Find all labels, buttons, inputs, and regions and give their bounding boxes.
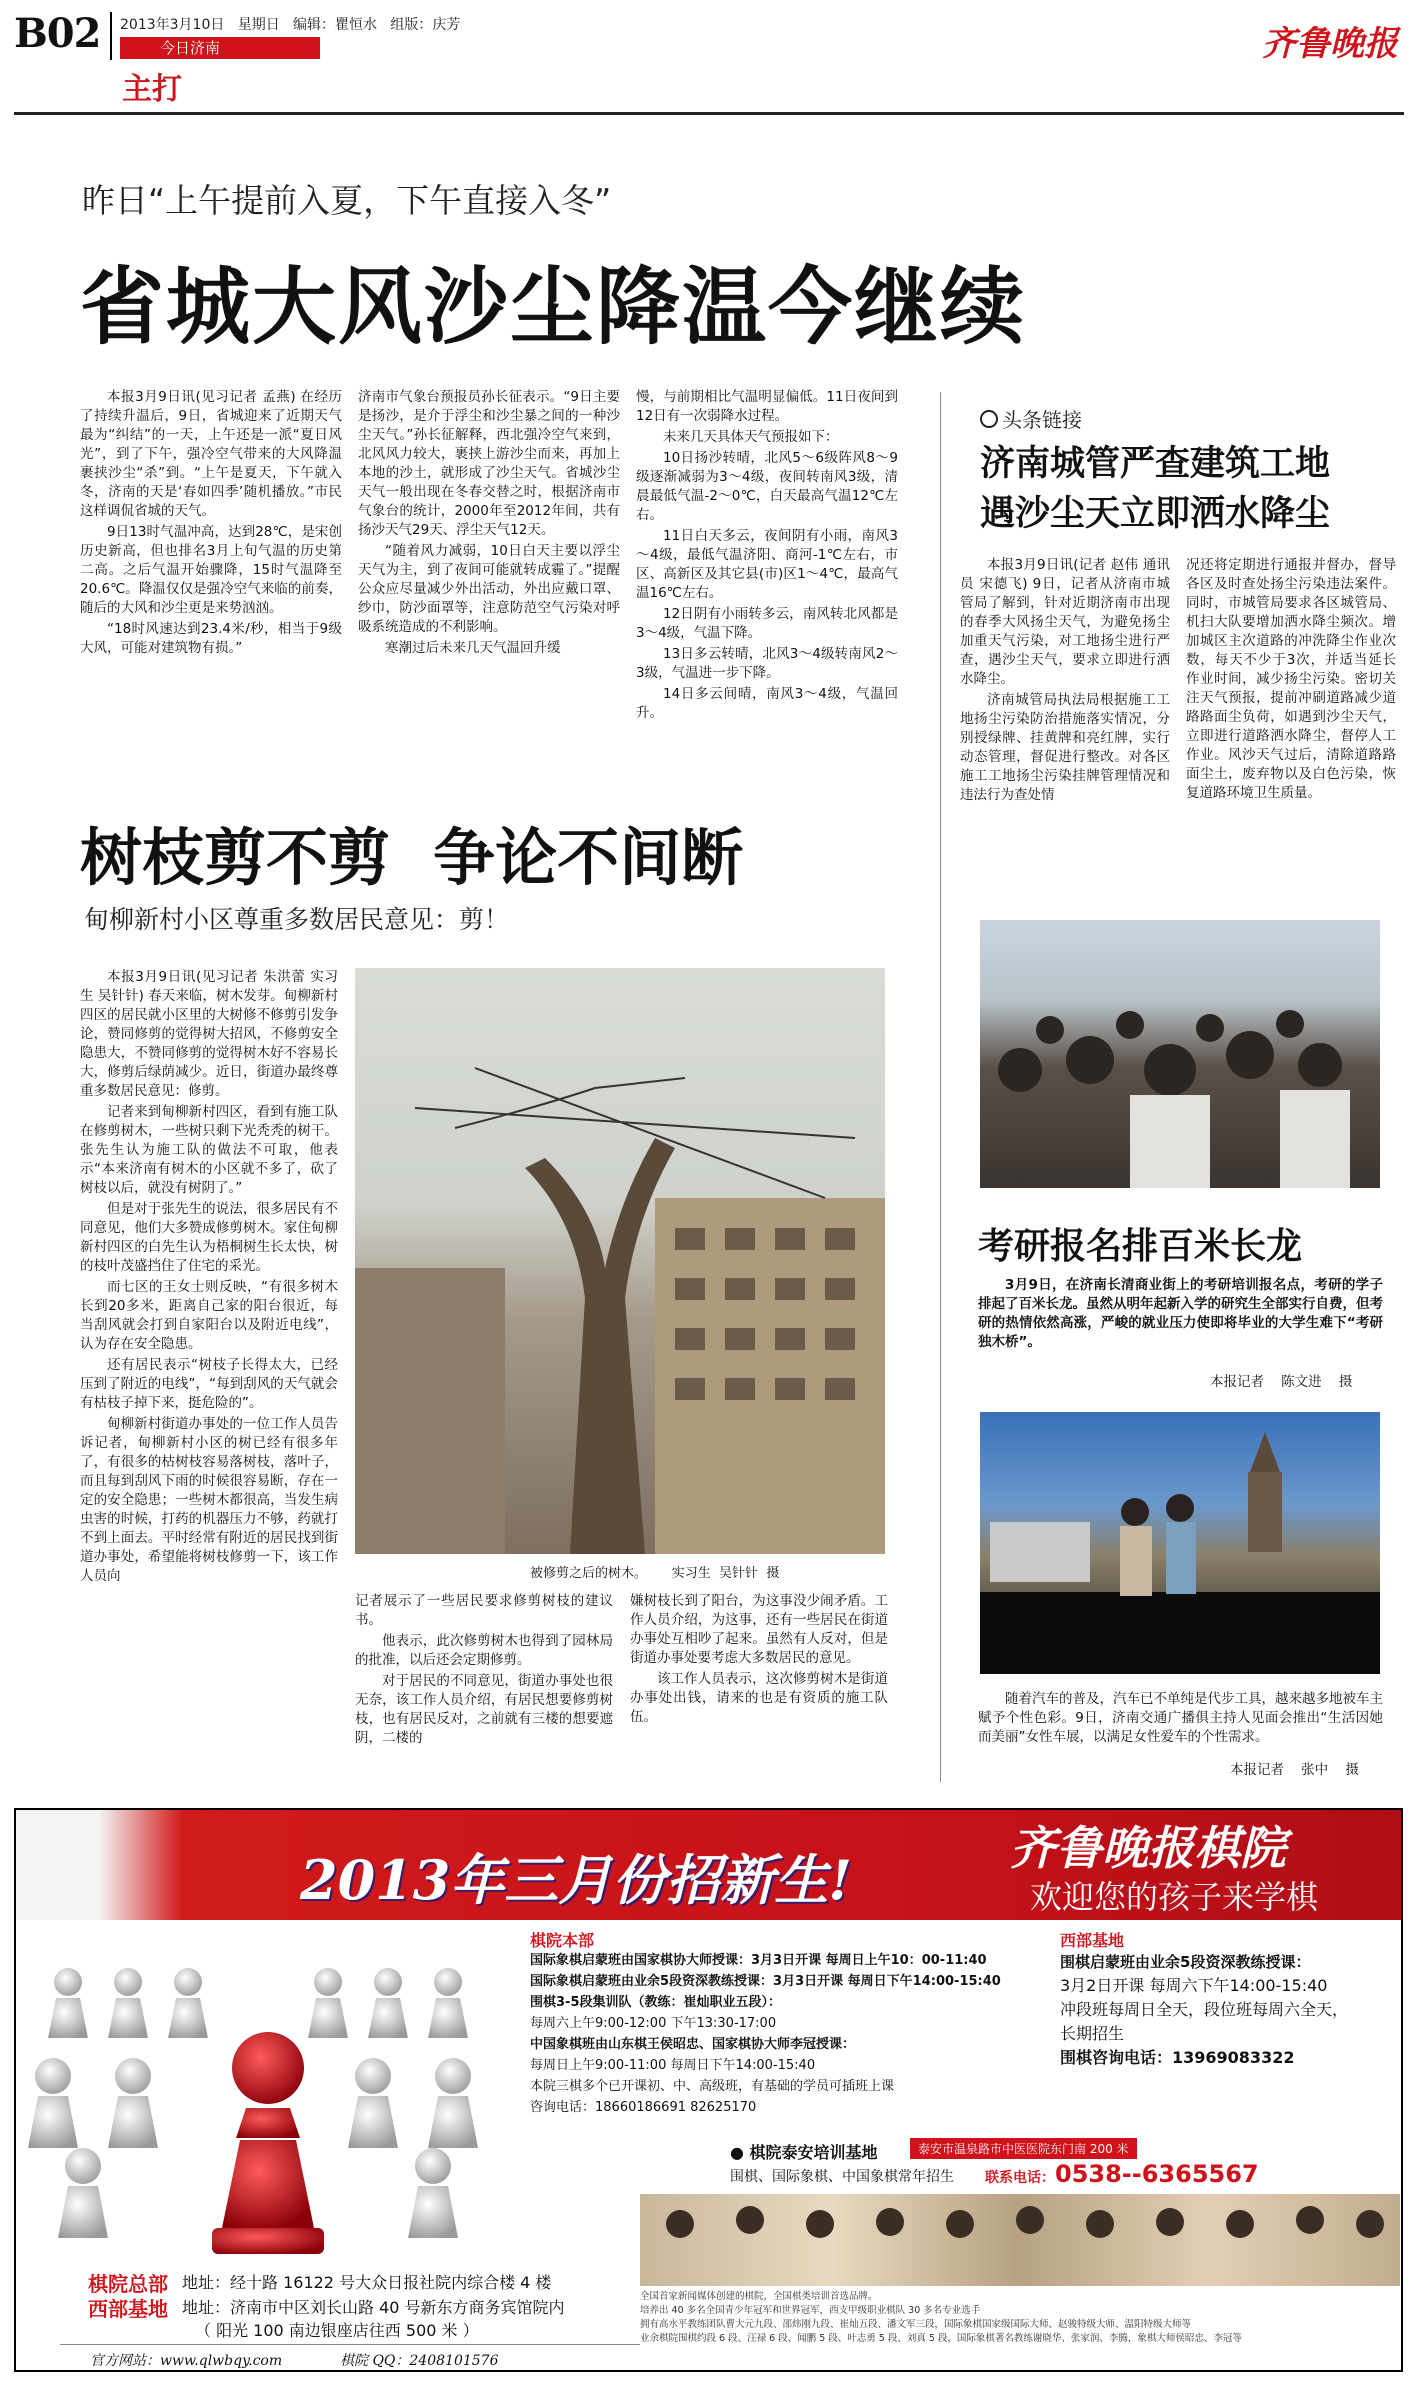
ad-hq-title: 棋院本部 — [530, 1931, 595, 1950]
ad-bottom-note: 培养出 40 多名全国青少年冠军和世界冠军，西支甲级职业棋队 30 多名专业选手 — [640, 2305, 981, 2316]
ad-bottom-note: 全国首家新闻媒体创建的棋院，全国棋类培训首选品牌。 — [640, 2291, 878, 2302]
sidebar-tag — [980, 404, 1082, 433]
ad-qq: 棋院 QQ：2408101576 — [340, 2353, 499, 2369]
ad-west-lines — [1060, 1950, 1395, 2070]
ad-west-line: 围棋启蒙班由业余5段资深教练授课： — [1060, 1953, 1311, 1971]
ad-bottom-note: 业余棋院围棋约段 6 段、汪禄 6 段、闻鹏 5 段、叶志勇 5 段、刘真 5 段，国际象棋著名教练谢晓华、张家润、李腾，象棋大师侯昭忠、李冠等 — [640, 2333, 1242, 2344]
story2-paragraph: 该工作人员表示，这次修剪树木是街道办事处出钱，请来的也是有资质的施工队伍。 — [630, 1671, 888, 1725]
story2-paragraph: 嫌树枝长到了阳台，为这事没少闹矛盾。工作人员介绍，为这事，还有一些居民在街道办事处互相吵了起来。虽然有人反对，但是街道办事处要考虑大多数居民的意见。 — [630, 1593, 888, 1666]
story1-paragraph: 11日白天多云，夜间阴有小雨，南风3～4级，最低气温济阳、商河-1℃左右，市区、高新区及其它县(市)区1～4℃，最高气温16℃左右。 — [636, 528, 898, 601]
ad-people-photo — [640, 2194, 1400, 2286]
ad-addr-hq: 地址：经十路 16122 号大众日报社院内综合楼 4 楼 — [182, 2273, 552, 2292]
ad-hq-line: 咨询电话：18660186691 82625170 — [530, 2100, 757, 2115]
photo1-caption: 3月9日，在济南长清商业街上的考研培训报名点，考研的学子排起了百米长龙。虽然从明年起新入学的研究生全部实行自费，但考研的热情依然高涨，严峻的就业压力使即将毕业的大学生难下“考研独木桥”。 — [978, 1277, 1383, 1350]
ad-addr-west-note: （ 阳光 100 南边银座店往西 500 米 ） — [195, 2321, 479, 2340]
ad-addr-west-label: 西部基地 — [88, 2297, 168, 2321]
story2-column-3 — [630, 1592, 888, 1778]
section-main-title: 主打 — [122, 72, 182, 107]
sidebar-column-2 — [1186, 556, 1396, 908]
sidebar-headline-line2: 遇沙尘天立即洒水降尘 — [980, 494, 1331, 534]
story2-subhead: 甸柳新村小区尊重多数居民意见：剪！ — [84, 905, 510, 934]
ad-hq-line: 国际象棋启蒙班由国家棋协大师授课：3月3日开课 每周日上午10：00-11:40 — [530, 1953, 987, 1968]
ad-taian-phone-number: 0538--6365567 — [1055, 2160, 1259, 2188]
story1-paragraph: 10日扬沙转晴，北风5～6级阵风8～9级逐渐减弱为3～4级，夜间转南风3级，清晨最低气温-2～0℃，白天最高气温12℃左右。 — [636, 450, 898, 523]
car-show-photo — [980, 1412, 1380, 1674]
sidebar-tag-icon — [980, 410, 998, 428]
story2-paragraph: 本报3月9日讯(见习记者 朱洪蕾 实习生 吴针针) 春天来临，树木发芽。甸柳新村四区的居民就小区里的大树修不修剪引发争论，赞同修剪的觉得树大招风，不修剪安全隐患大，不赞同修剪的觉得树木好不容易长大，修剪后绿荫减少。近日，街道办最终尊重多数居民意见：修剪。 — [80, 969, 338, 1099]
ad-bottom-notes — [640, 2290, 1400, 2346]
story1-paragraph: 12日阴有小雨转多云，南风转北风都是3～4级，气温下降。 — [636, 606, 898, 641]
ad-taian-phone-label: 联系电话： — [985, 2170, 1055, 2186]
sidebar-tag-label: 头条链接 — [1002, 408, 1082, 432]
photo1-headline: 考研报名排百米长龙 — [978, 1226, 1303, 1267]
photo2-caption: 随着汽车的普及，汽车已不单纯是代步工具，越来越多地被车主赋予个性色彩。9日，济南交通广播俱主持人见面会推出“生活因她而美丽”女性车展，以满足女性爱车的个性需求。 — [978, 1691, 1383, 1745]
ad-west-line: 冲段班每周日全天，段位班每周六全天， — [1060, 2000, 1349, 2019]
story2-headline: 树枝剪不剪 争论不间断 — [80, 821, 744, 894]
story1-column-2 — [358, 388, 620, 760]
story1-paragraph: “随着风力减弱，10日白天主要以浮尘天气为主，到了夜间可能就转成霾了。”提醒公众应尽量减少外出活动，外出应戴口罩、纱巾，防沙面罩等，注意防范空气污染对呼吸系统造成的不利影响。 — [358, 543, 620, 635]
queue-photo — [980, 920, 1380, 1188]
story2-paragraph: 而七区的王女士则反映，“有很多树木长到20多米，距离自己家的阳台很近，每当刮风就会打到自家阳台以及附近电线”，认为存在安全隐患。 — [80, 1279, 338, 1352]
sidebar-headline-line1: 济南城管严查建筑工地 — [980, 444, 1331, 484]
story2-paragraph: 甸柳新村街道办事处的一位工作人员告诉记者，甸柳新村小区的树已经有很多年了，有很多的枯树枝容易落树枝，落叶子，而且每到刮风下雨的时候很容易断，存在一定的安全隐患；一些树木都很高，当发生病虫害的时候，打药的机器压力不够，药就打不到上面去。平时经常有附近的居民找到街道办事处，希望能将树枝修剪一下，该工作人员向 — [80, 1416, 338, 1584]
story1-paragraph: 13日多云转晴，北风3～4级转南风2～3级，气温进一步下降。 — [636, 646, 898, 681]
ad-website: 官方网站：www.qlwbqy.com — [90, 2353, 283, 2369]
ad-bottom-note: 拥有高水平教练团队曹大元九段、邵炜刚九段、崔灿五段、潘文军三段，国际象棋国家级国际大师、赵骏特级大师、温阳特级大师等 — [640, 2319, 1192, 2330]
chess-illustration — [18, 1928, 518, 2258]
ad-addr-west: 地址：济南市中区刘长山路 40 号新东方商务宾馆院内 — [182, 2298, 565, 2317]
sidebar-paragraph: 况还将定期进行通报并督办，督导各区及时查处扬尘污染违法案件。同时，市城管局要求各区城管局、机扫大队要增加洒水降尘频次。增加城区主次道路的冲洗降尘作业次数，每天不少于3次，并适当延长作业时间，减少扬尘污染。密切关注天气预报，提前冲刷道路减少道路路面尘负荷，如遇到沙尘天气，立即进行道路洒水降尘，督停人工作业。风沙天气过后，清除道路路面尘土，废弃物以及白色污染，恢复道路环境卫生质量。 — [1186, 557, 1396, 801]
story1-paragraph: “18时风速达到23.4米/秒，相当于9级大风，可能对建筑物有损。” — [80, 621, 342, 656]
ad-banner-brand: 齐鲁晚报棋院 — [1010, 1821, 1286, 1875]
story2-paragraph: 他表示，此次修剪树木也得到了园林局的批准，以后还会定期修剪。 — [355, 1633, 613, 1668]
photo1-credit: 本报记者 陈文进 摄 — [1210, 1374, 1353, 1390]
story1-paragraph: 寒潮过后未来几天气温回升缓 — [385, 640, 561, 656]
tree-illustration — [355, 968, 885, 1554]
date-line: 2013年3月10日 星期日 编辑：瞿恒水 组版：庆芳 — [120, 17, 461, 33]
tree-photo-caption: 被修剪之后的树木。 实习生 吴针针 摄 — [530, 1566, 780, 1581]
ad-hq-line: 国际象棋启蒙班由业余5段资深教练授课：3月3日开课 每周日下午14:00-15:40 — [530, 1974, 1001, 1989]
ad-taian-bullet-icon: ● — [730, 2143, 750, 2162]
ad-taian-phone — [985, 2160, 1259, 2188]
sidebar-paragraph: 济南城管局执法局根据施工工地扬尘污染防治措施落实情况，分别授绿牌、挂黄牌和亮红牌，实行动态管理，督促进行整改。对各区施工工地扬尘污染挂牌管理情况和违法行为查处情 — [960, 692, 1170, 803]
ad-addr-hq-label: 棋院总部 — [88, 2272, 168, 2296]
column-divider — [940, 392, 941, 1782]
story1-paragraph: 9日13时气温冲高，达到28℃，是宋创历史新高，但也排名3月上旬气温的历史第二高。之后气温开始骤降，15时气温降至20.6℃。降温仅仅是强冷空气来临的前奏，随后的大风和沙尘更是来势汹汹。 — [80, 524, 342, 616]
story1-paragraph: 14日多云间晴，南风3～4级，气温回升。 — [636, 686, 898, 721]
chess-pawns — [18, 1928, 518, 2258]
ad-hq-lines — [530, 1950, 1050, 2118]
story1-paragraph: 济南市气象台预报员孙长征表示。“9日主要是扬沙，是介于浮尘和沙尘暴之间的一种沙尘天气。”孙长征解释，西北强冷空气来到，北风风力较大，裹挟上游沙尘而来，再加上本地的沙土，就形成了沙尘天气。省城沙尘天气一般出现在冬春交替之时，根据济南市气象台的统计，2000年至2012年间，共有扬沙天气29天、浮尘天气12天。 — [358, 389, 620, 538]
ad-banner-sub: 欢迎您的孩子来学棋 — [1030, 1878, 1319, 1916]
ad-hq-line: 每周六上午9:00-12:00 下午13:30-17:00 — [530, 2016, 777, 2031]
ad-west-line: 3月2日开课 每周六下午14:00-15:40 — [1060, 1976, 1328, 1995]
ad-taian-address: 泰安市温泉路市中医医院东门南 200 米 — [910, 2138, 1137, 2159]
page-number: B02 — [14, 10, 101, 57]
ad-hq-line: 每周日上午9:00-11:00 每周日下午14:00-15:40 — [530, 2058, 816, 2073]
ad-taian-courses: 围棋、国际象棋、中国象棋常年招生 — [730, 2169, 954, 2185]
ad-hq-line: 中国象棋班由山东棋王侯昭忠、国家棋协大师李冠授课： — [530, 2037, 856, 2052]
story1-paragraph: 本报3月9日讯(见习记者 孟燕) 在经历了持续升温后，9日，省城迎来了近期天气最为“纠结”的一天，上午还是一派“夏日风光”，到了下午，强冷空气带来的大风降温裹挟沙尘“杀”到。“上午是夏天，下午就入冬，济南的天是‘春如四季’随机播放。”市民这样调侃省城的天气。 — [80, 389, 342, 519]
ad-west-line: 长期招生 — [1060, 2024, 1125, 2043]
sidebar-paragraph: 本报3月9日讯(记者 赵伟 通讯员 宋德飞) 9日，记者从济南市城管局了解到，针对近期济南市出现的春季大风扬尘天气，为避免扬尘加重天气污染，对工地扬尘进行严查，遇沙尘天气，要求立即进行洒水降尘。 — [960, 557, 1170, 687]
photo2-credit: 本报记者 张中 摄 — [1230, 1762, 1359, 1778]
ad-taian-title-text: 棋院泰安培训基地 — [749, 2143, 878, 2162]
ad-footer-rule — [60, 2344, 640, 2345]
story2-column-1 — [80, 968, 338, 1778]
header-divider-vertical — [110, 12, 112, 60]
ad-banner-main: 2013年三月份招新生! — [300, 1848, 852, 1912]
queue-illustration — [980, 920, 1380, 1188]
tree-photo — [355, 968, 885, 1554]
story2-paragraph: 记者来到甸柳新村四区，看到有施工队在修剪树木，一些树只剩下光秃秃的树干。张先生认为施工队的做法不可取，他表示“本来济南有树木的小区就不多了，砍了树枝以后，就没有树阴了。” — [80, 1104, 338, 1196]
ad-taian-title — [730, 2140, 878, 2163]
story2-paragraph: 还有居民表示“树枝子长得太大，已经压到了附近的电线”，“每到刮风的天气就会有枯枝子掉下来，挺危险的”。 — [80, 1357, 338, 1411]
story2-paragraph: 但是对于张先生的说法，很多居民有不同意见，他们大多赞成修剪树木。家住甸柳新村四区的白先生认为梧桐树生长太快，树的枝叶茂盛挡住了住宅的采光。 — [80, 1201, 338, 1274]
story2-paragraph: 对于居民的不同意见，街道办事处也很无奈，该工作人员介绍，有居民想要修剪树枝，也有居民反对，之前就有三楼的想要遮阴，二楼的 — [355, 1673, 613, 1746]
newspaper-logo: 齐鲁晚报 — [1262, 24, 1398, 64]
ad-west-title: 西部基地 — [1060, 1931, 1125, 1950]
ad-people-illustration — [640, 2194, 1400, 2286]
header-rule — [14, 112, 1404, 115]
story1-kicker: 昨日“上午提前入夏，下午直接入冬” — [82, 181, 612, 220]
story1-column-3 — [636, 388, 898, 760]
sidebar-column-1 — [960, 556, 1170, 908]
ad-hq-line: 围棋3-5段集训队（教练：崔灿职业五段）： — [530, 1995, 781, 2010]
section-tag: 今日济南 — [120, 37, 320, 59]
ad-hq-line: 本院三棋多个已开课初、中、高级班，有基础的学员可插班上课 — [530, 2079, 895, 2094]
ad-west-line: 围棋咨询电话：13969083322 — [1060, 2048, 1295, 2067]
story1-headline: 省城大风沙尘降温今继续 — [80, 258, 1027, 356]
car-show-illustration — [980, 1412, 1380, 1674]
story1-paragraph: 慢，与前期相比气温明显偏低。11日夜间到12日有一次弱降水过程。 — [636, 389, 898, 424]
story1-paragraph: 未来几天具体天气预报如下： — [663, 429, 839, 445]
story2-paragraph: 记者展示了一些居民要求修剪树枝的建议书。 — [355, 1593, 613, 1628]
story1-column-1 — [80, 388, 342, 760]
story2-column-2 — [355, 1592, 613, 1778]
